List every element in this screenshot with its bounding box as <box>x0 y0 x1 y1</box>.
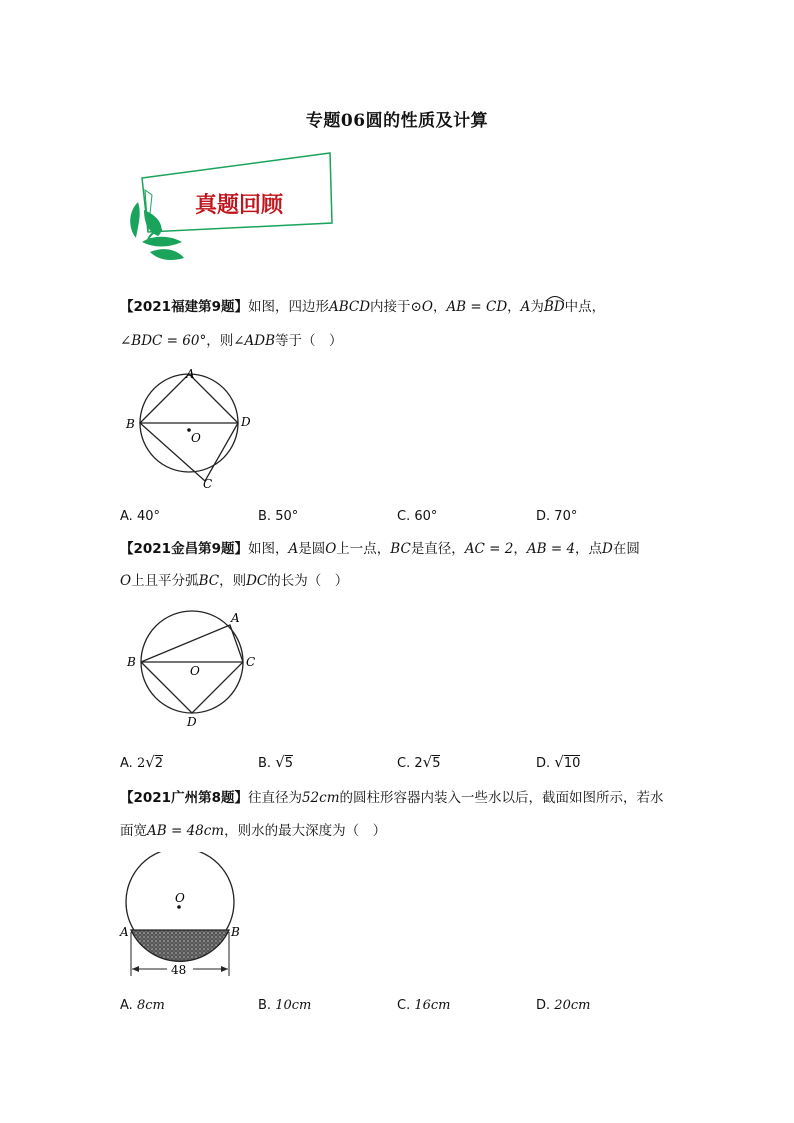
q1-stem-line2: ∠BDC = 60°，则∠ADB等于（ ） <box>120 333 343 349</box>
q3-source: 【2021广州第8题】 <box>120 790 248 806</box>
q2-label-B: B <box>127 655 136 669</box>
water-region <box>131 930 229 961</box>
arc-bd: BD <box>544 299 565 315</box>
q1-label-O: O <box>191 431 201 445</box>
q1-option-d[interactable]: D. 70° <box>536 509 578 524</box>
q3-option-a[interactable]: A. 8cm <box>120 998 165 1013</box>
q1-label-A: A <box>186 367 195 381</box>
q2-option-b[interactable]: B. √5 <box>258 753 294 771</box>
q1-option-c[interactable]: C. 60° <box>397 509 438 524</box>
q2-option-a[interactable]: A. 2√2 <box>120 753 164 771</box>
q2-source: 【2021金昌第9题】 <box>120 541 248 557</box>
q3-option-d[interactable]: D. 20cm <box>536 998 591 1013</box>
q2-option-d[interactable]: D. √10 <box>536 753 581 771</box>
q1-label-C: C <box>203 477 213 491</box>
q3-label-width: 48 <box>171 963 187 977</box>
q3-label-A: A <box>120 925 129 939</box>
q3-option-b[interactable]: B. 10cm <box>258 998 312 1013</box>
q2-label-D: D <box>187 715 197 729</box>
banner-text: 真题回顾 <box>195 192 284 218</box>
q2-label-C: C <box>246 655 256 669</box>
q3-stem-line2: 面宽AB = 48cm，则水的最大深度为（ ） <box>120 823 387 839</box>
q1-source: 【2021福建第9题】 <box>120 299 248 315</box>
q2-label-O: O <box>190 664 200 678</box>
q3-label-B: B <box>231 925 240 939</box>
q1-label-D: D <box>241 415 251 429</box>
page-title: 专题06圆的性质及计算 <box>305 111 489 131</box>
section-banner <box>120 150 335 270</box>
q3-option-c[interactable]: C. 16cm <box>397 998 451 1013</box>
q3-label-O: O <box>175 891 185 905</box>
q2-option-c[interactable]: C. 2√5 <box>397 753 441 771</box>
q2-figure <box>118 605 268 730</box>
q1-stem-line1: 【2021福建第9题】如图，四边形ABCD内接于⊙O，AB = CD，A为BD 中点， <box>120 297 605 317</box>
q3-figure <box>115 852 250 982</box>
q2-label-A: A <box>231 611 240 625</box>
q3-stem-line1: 【2021广州第8题】往直径为52cm的圆柱形容器内装入一些水以后，截面如图所示，若水 <box>120 790 664 806</box>
q1-label-B: B <box>126 417 135 431</box>
q1-option-b[interactable]: B. 50° <box>258 509 299 524</box>
q2-stem-line2: O上且平分弧BC，则DC的长为（ ） <box>120 573 349 589</box>
q2-stem-line1: 【2021金昌第9题】如图，A是圆O上一点，BC是直径，AC = 2，AB = 4，点D在圆 <box>120 541 640 557</box>
q1-option-a[interactable]: A. 40° <box>120 509 160 524</box>
q1-figure <box>118 362 268 492</box>
